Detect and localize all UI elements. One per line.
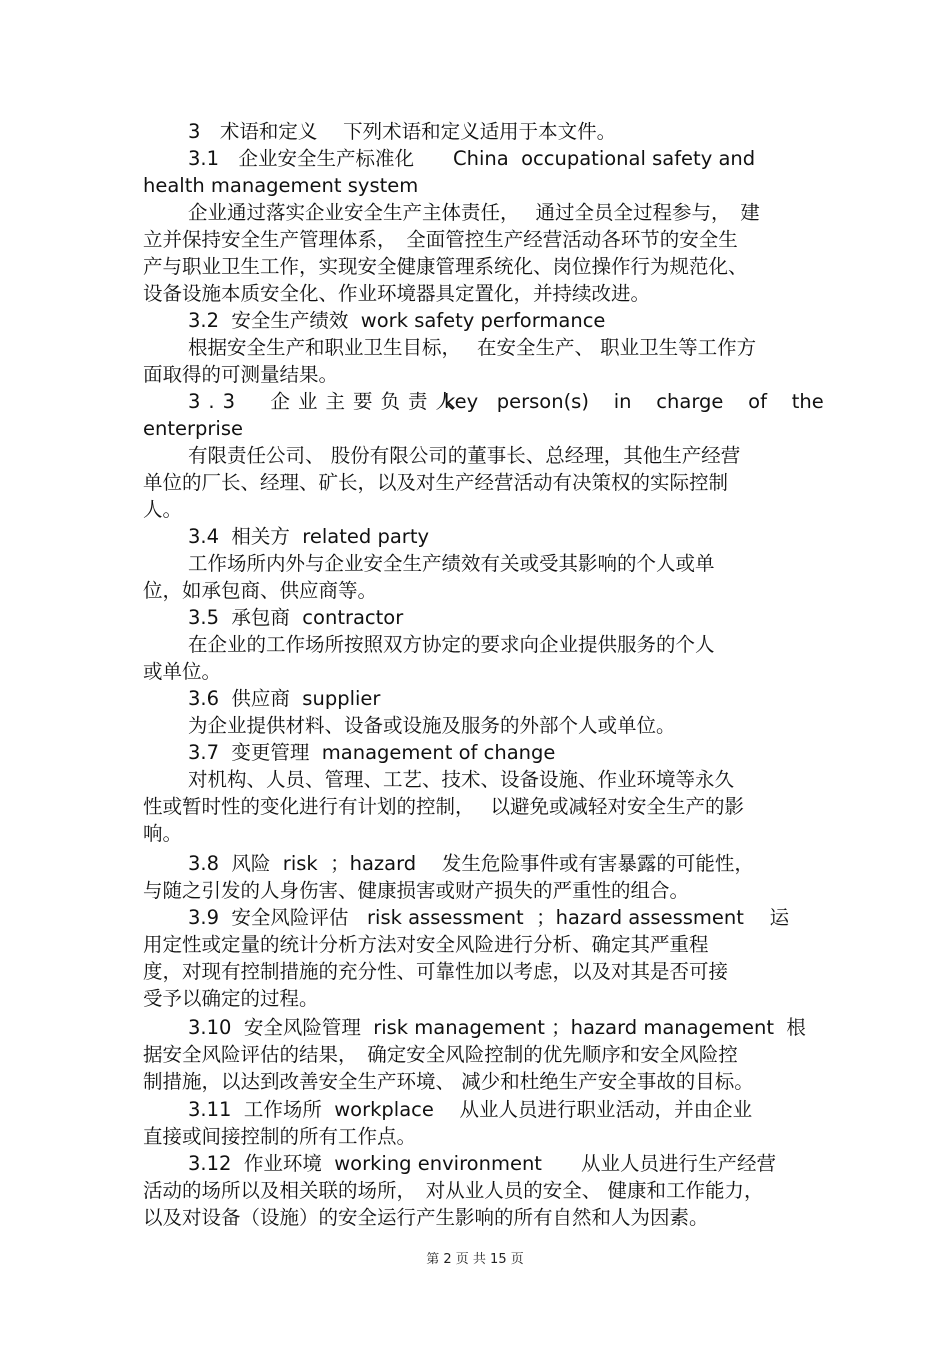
term-heading: 3.12 作业环境 working environment 从业人员进行生产经营 [188, 1152, 776, 1175]
text-line: 以及对设备（设施）的安全运行产生影响的所有自然和人为因素。 [143, 1206, 709, 1229]
term-heading: 3.7 变更管理 management of change [188, 741, 556, 764]
text-line: health management system [143, 174, 419, 197]
text-line: 性或暂时性的变化进行有计划的控制， 以避免或减轻对安全生产的影 [143, 795, 744, 818]
text-line: 产与职业卫生工作，实现安全健康管理系统化、岗位操作行为规范化、 [143, 255, 748, 278]
text-line: enterprise [143, 417, 243, 440]
term-heading: 3.10 安全风险管理 risk management ；hazard management 根 [188, 1016, 806, 1039]
text-line: 用定性或定量的统计分析方法对安全风险进行分析、确定其严重程 [143, 933, 709, 956]
text-line: 立并保持安全生产管理体系， 全面管控生产经营活动各环节的安全生 [143, 228, 738, 251]
term-heading: 3.6 供应商 supplier [188, 687, 381, 710]
text-line: 位，如承包商、供应商等。 [143, 579, 378, 602]
text-line: 在企业的工作场所按照双方协定的要求向企业提供服务的个人 [188, 633, 715, 656]
text-line: 或单位。 [143, 660, 222, 683]
term-heading: 3.3 企业主要负责人 [188, 390, 464, 413]
text-line: 单位的厂长、经理、矿长，以及对生产经营活动有决策权的实际控制 [143, 471, 729, 494]
text-line: 为企业提供材料、设备或设施及服务的外部个人或单位。 [188, 714, 676, 737]
term-heading: 3.9 安全风险评估 risk assessment ；hazard assessment 运 [188, 906, 790, 929]
page-number: 第 2 页 共 15 页 [426, 1252, 524, 1267]
text-line: 面取得的可测量结果。 [143, 363, 339, 386]
text-line: 与随之引发的人身伤害、健康损害或财产损失的严重性的组合。 [143, 879, 690, 902]
text-line: 设备设施本质安全化、作业环境器具定置化，并持续改进。 [143, 282, 651, 305]
section-heading: 3 术语和定义 下列术语和定义适用于本文件。 [188, 120, 617, 143]
term-heading: 3.11 工作场所 workplace 从业人员进行职业活动，并由企业 [188, 1098, 753, 1121]
text-line: 人。 [143, 498, 183, 521]
term-heading: 3.5 承包商 contractor [188, 606, 404, 629]
text-line: 工作场所内外与企业安全生产绩效有关或受其影响的个人或单 [188, 552, 715, 575]
text-line: 制措施，以达到改善安全生产环境、 减少和杜绝生产安全事故的目标。 [143, 1070, 754, 1093]
text-line: 直接或间接控制的所有工作点。 [143, 1125, 417, 1148]
text-line: 受予以确定的过程。 [143, 987, 319, 1010]
text-line: 企业通过落实企业安全生产主体责任， 通过全员全过程参与， 建 [188, 201, 760, 224]
term-heading: 3.8 风险 risk ；hazard 发生危险事件或有害暴露的可能性， [188, 852, 754, 875]
text-line: 有限责任公司、 股份有限公司的董事长、总经理，其他生产经营 [188, 444, 741, 467]
term-heading: 3.4 相关方 related party [188, 525, 430, 548]
text-line: 度，对现有控制措施的充分性、可靠性加以考虑，以及对其是否可接 [143, 960, 729, 983]
text-line: 对机构、人员、管理、工艺、技术、设备设施、作业环境等永久 [188, 768, 735, 791]
term-heading-english: key person(s) in charge of the [444, 390, 824, 413]
term-heading: 3.1 企业安全生产标准化 China occupational safety and [188, 147, 756, 170]
term-heading: 3.2 安全生产绩效 work safety performance [188, 309, 606, 332]
text-line: 响。 [143, 822, 183, 845]
text-line: 据安全风险评估的结果， 确定安全风险控制的优先顺序和安全风险控 [143, 1043, 738, 1066]
text-line: 根据安全生产和职业卫生目标， 在安全生产、 职业卫生等工作方 [188, 336, 757, 359]
text-line: 活动的场所以及相关联的场所， 对从业人员的安全、 健康和工作能力， [143, 1179, 764, 1202]
